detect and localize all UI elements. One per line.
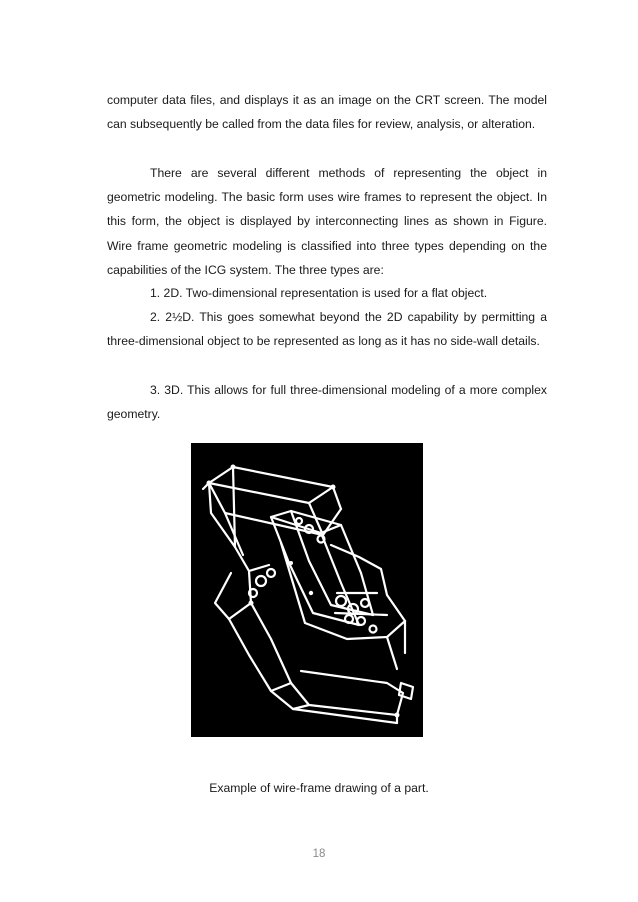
list-item-text: 3. 3D. This allows for full three-dimensional modeling of a more complex geometry. — [107, 383, 547, 422]
list-item-text: 2. 2½D. This goes somewhat beyond the 2D capability by permitting a three-dimensional object to be represented as long as it has no side-wall details. — [107, 310, 547, 349]
body-paragraph — [107, 88, 547, 136]
list-item-text: 1. 2D. Two-dimensional representation is used for a flat object. — [150, 286, 488, 300]
paragraph-text: There are several different methods of representing the object in geometric modeling. The basic form uses wire frames to represent the object. In this form, the object is displayed by interconnecting lines as shown in Figure. Wire frame geometric modeling is classified into three types depending on the capabilities of the ICG system. The three types are: — [107, 166, 547, 277]
list-item — [107, 305, 547, 353]
paragraph-text: computer data files, and displays it as an image on the CRT screen. The model can subsequently be called from the data files for review, analysis, or alteration. — [107, 93, 547, 132]
wireframe-figure — [191, 443, 423, 737]
body-paragraph — [107, 161, 547, 282]
page-number: 18 — [312, 848, 326, 860]
wireframe-drawing — [191, 443, 423, 737]
list-item — [107, 281, 547, 305]
figure-caption: Example of wire-frame drawing of a part. — [209, 781, 429, 795]
list-item — [107, 378, 547, 426]
